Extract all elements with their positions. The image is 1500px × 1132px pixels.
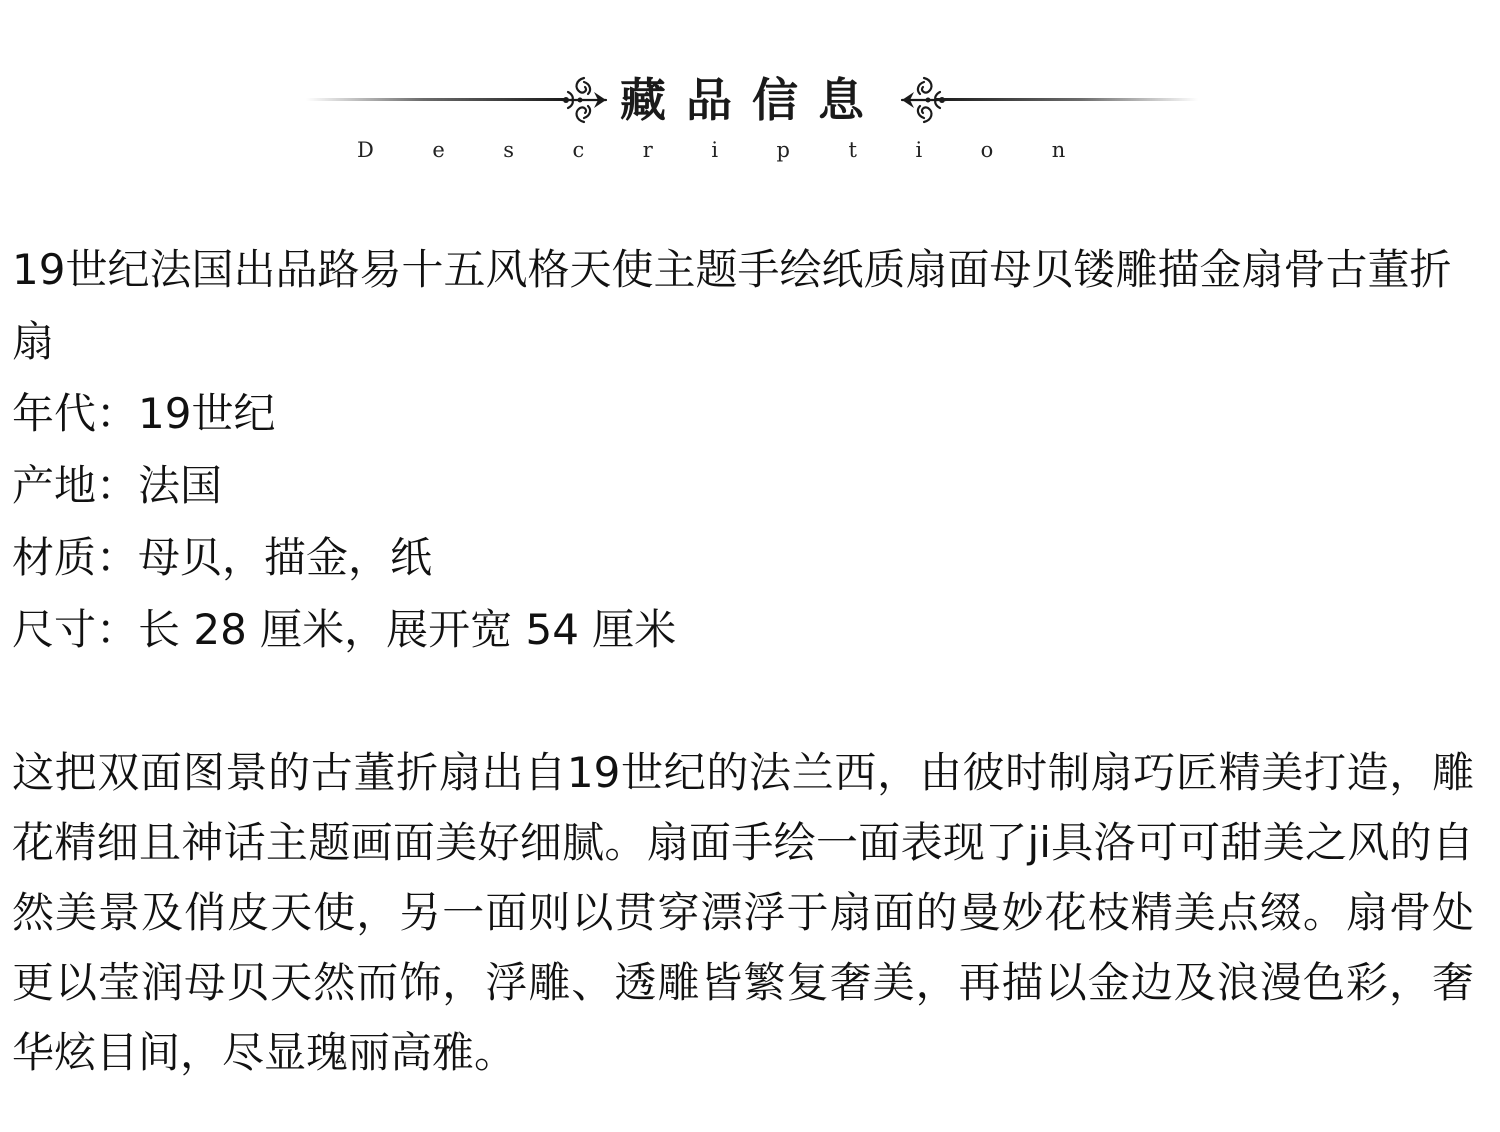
detail-size: 尺寸：长 28 厘米，展开宽 54 厘米 [12,605,677,654]
product-title: 19世纪法国出品路易十五风格天使主题手绘纸质扇面母贝镂雕描金扇骨古董折扇 [12,245,1452,366]
decorative-rule-right [936,98,1198,101]
detail-origin: 产地：法国 [12,461,223,510]
description-paragraph: 这把双面图景的古董折扇出自19世纪的法兰西，由彼时制扇巧匠精美打造，雕花精细且神话主题画面美好细腻。扇面手绘一面表现了ji具洛可可甜美之风的自然美景及俏皮天使，另一面则以贯穿漂浮于扇面的曼妙花枝精美点缀。扇骨处更以莹润母贝天然而饰，浮雕、透雕皆繁复奢美，再描以金边及浪漫色彩，奢华炫目间，尽显瑰丽高雅。 [12,748,1474,1077]
detail-era: 年代：19世纪 [12,389,276,438]
detail-material: 材质：母贝，描金，纸 [12,533,433,582]
description-subtitle: Description [357,138,1124,162]
item-details [12,234,1490,666]
section-header [0,0,1500,180]
collection-info-title: 藏品信息 [620,73,884,127]
decorative-rule-left [306,98,566,101]
flourish-ornament-icon [558,72,610,128]
